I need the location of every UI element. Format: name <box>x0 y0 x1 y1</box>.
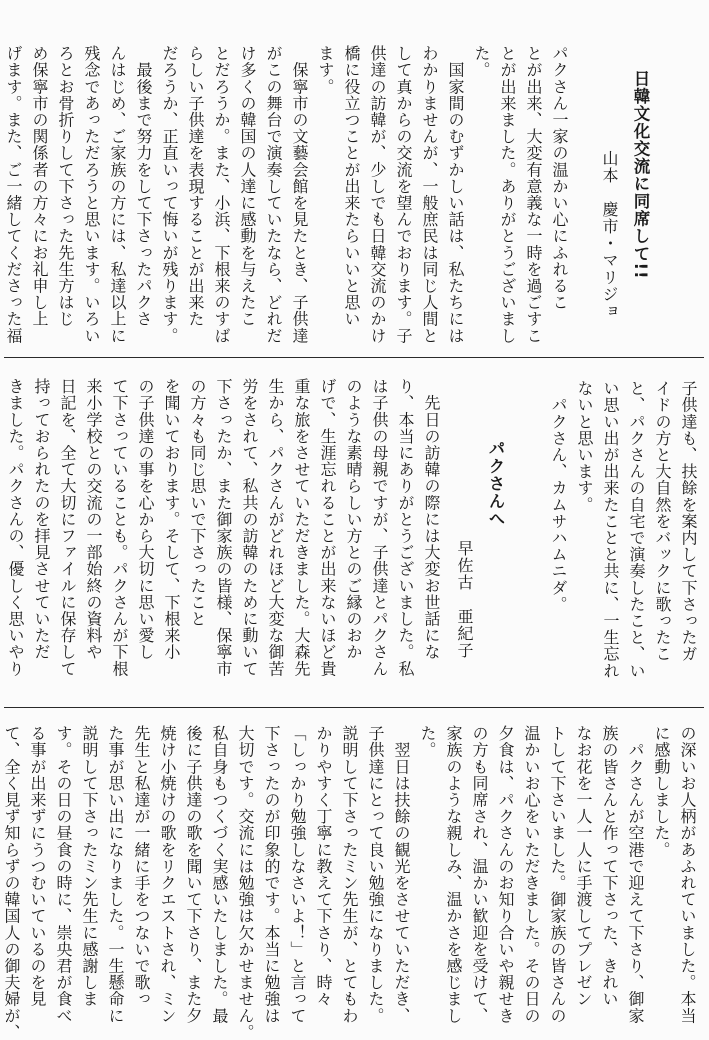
text-line: 重な旅をさせていただきました。大森先 <box>292 378 311 677</box>
text-line: の子供達の事を心から大切に思い愛し <box>136 378 155 661</box>
text-line: 橋に役立つことが出来たらいいと思い <box>342 45 361 328</box>
text-line: た。 <box>418 725 437 759</box>
article-title-1: 日韓文化交流に同席して!! <box>631 70 650 280</box>
text-line: 保寧市の文藝会館を見たとき、子供達 <box>290 45 309 344</box>
text-line: 最後まで努力をして下さったパクさ <box>134 45 153 328</box>
text-line: とが出来ました。ありがとうございまし <box>498 45 517 344</box>
text-line: 温かいお心をいただきました。その日の <box>522 725 541 1024</box>
text-line: 翌日は扶餘の観光をさせていただき、 <box>392 725 411 1024</box>
text-line: パクさん一家の温かい心にふれるこ <box>550 45 569 311</box>
text-line: ます。 <box>316 45 335 95</box>
text-line: んはじめ、ご家族の方には、私達以上に <box>108 45 127 344</box>
text-line: 下さったのが印象的です。本当に勉強は <box>262 725 281 1024</box>
text-line: げで、生涯忘れることが出来ないほど貴 <box>318 378 337 677</box>
text-line: なお花を一人一人に手渡してプレゼン <box>574 725 593 1008</box>
text-line: 説明して下さったミン先生が、とてもわ <box>340 725 359 1024</box>
article-body-1 <box>6 45 572 350</box>
text-line: す。その日の昼食の時に、崇央君が食べ <box>54 725 73 1024</box>
article-author-2: 早佐古 亜紀子 <box>455 540 474 659</box>
text-line: して真からの交流を望んでおります。子 <box>394 45 413 344</box>
text-line: だろうか、正直いって悔いが残ります。 <box>160 45 179 344</box>
text-line: 先生と私達が一緒に手をつないで歌っ <box>132 725 151 1008</box>
text-line: の深いお人柄があふれていました。本当 <box>678 725 697 1024</box>
text-line: きました。パクさんの、優しく思いやり <box>6 378 25 677</box>
text-line: 家族のような親しみ、温かさを感じまし <box>444 725 463 1024</box>
text-line: い思い出が出来たことと共に、一生忘れ <box>601 380 620 679</box>
text-line: 私自身もつくづく実感いたしました。最 <box>210 725 229 1024</box>
text-line: る事が出来ずにうつむいているのを見 <box>28 725 47 1008</box>
text-line: り、本当にありがとうございました。私 <box>396 378 415 677</box>
text-line: 生から、パクさんがどれほど大変な御苦 <box>266 378 285 677</box>
text-line: を聞いております。そして、下根来小 <box>162 378 181 661</box>
text-line: 族の皆さんと作って下さった、きれい <box>600 725 619 1008</box>
text-line: イドの方と大自然をバックに歌ったこ <box>653 380 672 663</box>
text-line: がこの舞台で演奏していたなら、どれだ <box>264 45 283 344</box>
text-line: て、全く見ず知らずの韓国人の御夫婦が、 <box>2 725 21 1040</box>
text-line: め保寧市の関係者の方々にお礼申し上 <box>30 45 49 328</box>
text-line: 大切です。交流には勉強は欠かせません。 <box>236 725 255 1040</box>
section-divider-top <box>4 357 704 358</box>
text-line: わかりませんが、一般庶民は同じ人間と <box>420 45 439 344</box>
article-title-2: パクさんへ <box>486 440 505 528</box>
text-line: 持っておられたのを拝見させていただ <box>32 378 51 661</box>
text-line: とが出来、大変有意義な一時を過ごすこ <box>524 45 543 344</box>
text-line: の方々も同じ思いで下さったこと <box>188 378 207 627</box>
text-line: トして下さいました。御家族の皆さんの <box>548 725 567 1024</box>
text-line: 説明して下さったミン先生に感謝しま <box>80 725 99 1008</box>
article-author-1: 山本 慶市・マリジョ <box>600 150 619 320</box>
text-line: た。 <box>472 45 491 79</box>
text-line: 先日の訪韓の際には大変お世話にな <box>422 378 441 661</box>
text-line: け多くの韓国の人達に感動を与えたこ <box>238 45 257 328</box>
text-line: パクさんが空港で迎えて下さり、御家 <box>626 725 645 1024</box>
text-line: は子供の母親ですが、子供達とパクさん <box>370 378 389 677</box>
text-line: 国家間のむずかしい話は、私たちには <box>446 45 465 344</box>
article-body-2-continued <box>0 725 700 1040</box>
text-line: 残念であっただろうと思います。いろい <box>82 45 101 344</box>
text-line: パクさん、カムサハムニダ。 <box>549 380 568 613</box>
text-line: のような素晴らしい方とのご縁のおか <box>344 378 363 661</box>
text-line: 子供達にとって良い勉強になりました。 <box>366 725 385 1024</box>
article-body-1-continued <box>545 380 701 700</box>
text-line: の方も同席され、温かい歓迎を受けて、 <box>470 725 489 1024</box>
text-line: ろとお骨折りして下さった先生方はじ <box>56 45 75 328</box>
text-line: 供達の訪韓が、少しでも日韓交流のかけ <box>368 45 387 344</box>
text-line: 「しっかり勉強しなさいよ！」と言って <box>288 725 307 1024</box>
article-body-2 <box>0 378 444 700</box>
text-line: 夕食は、パクさんのお知り合いや親せき <box>496 725 515 1024</box>
text-line: かりやすく丁寧に教えて下さり、時々 <box>314 725 333 1008</box>
text-line: とだろうか。また、小浜、下根来のすば <box>212 45 231 344</box>
text-line: 子供達も、扶餘を案内して下さったガ <box>679 380 698 663</box>
text-line: 日記を、全て大切にファイルに保存して <box>58 378 77 677</box>
text-line: た事が思い出になりました。一生懸命に <box>106 725 125 1024</box>
text-line: 焼け小焼けの歌をリクエストされ、ミン <box>158 725 177 1024</box>
text-line: 後に子供達の歌を聞いて下さり、また夕 <box>184 725 203 1024</box>
section-divider-bottom <box>4 707 704 708</box>
text-line: て下さっていることも。パクさんが下根 <box>110 378 129 677</box>
text-line: げます。また、ご一緒してくださった福 <box>4 45 23 344</box>
text-line: ないと思います。 <box>575 380 594 513</box>
text-line: らしい子供達を表現することが出来た <box>186 45 205 328</box>
text-line: 下さったか、また御家族の皆様、保寧市 <box>214 378 233 677</box>
text-line: 来小学校との交流の一部始終の資料や <box>84 378 103 661</box>
text-line: と、パクさんの自宅で演奏したこと、い <box>627 380 646 679</box>
text-line: 労をされて、私共の訪韓のために動いて <box>240 378 259 677</box>
text-line: に感動しました。 <box>652 725 671 858</box>
